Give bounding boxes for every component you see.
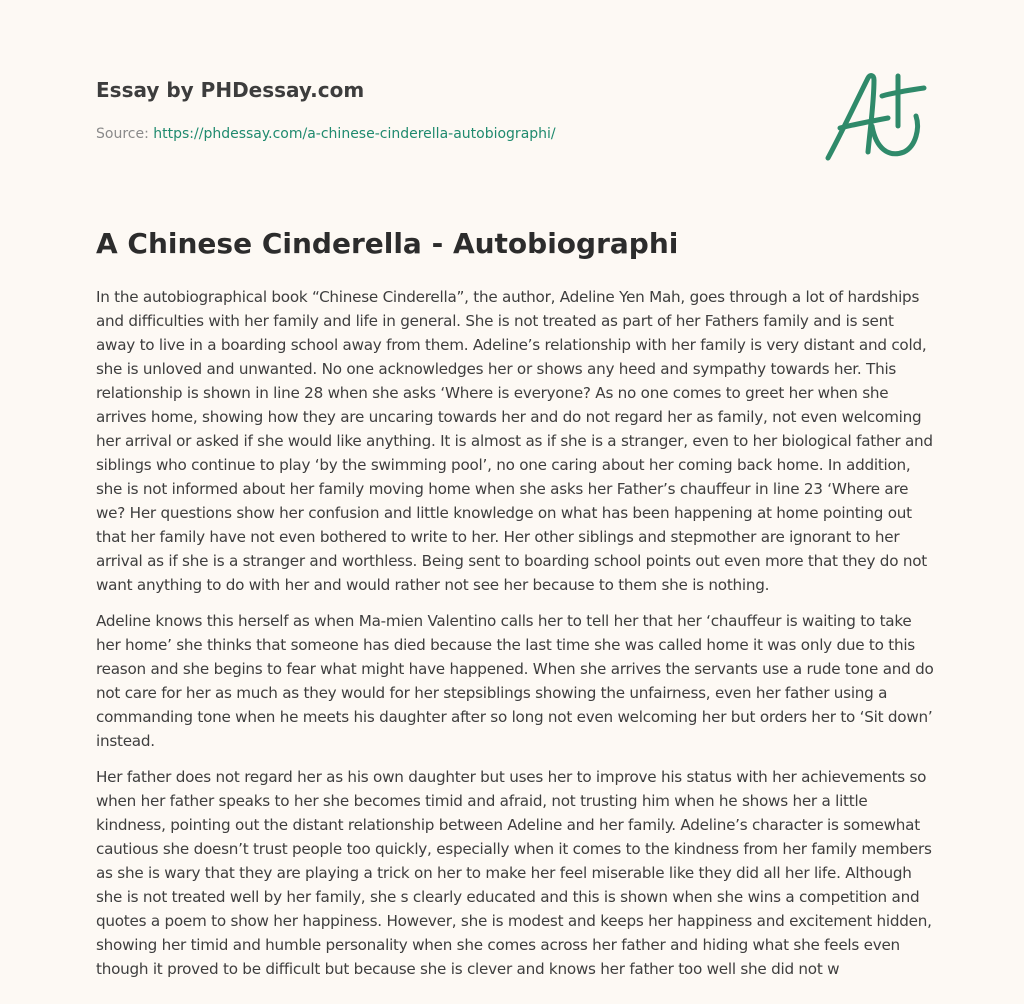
- essay-title: A Chinese Cinderella - Autobiographi: [96, 227, 679, 260]
- essay-paragraph: Her father does not regard her as his own daughter but uses her to improve his status with her achievements so when her father speaks to her she becomes timid and afraid, not trusting him when he shows her a little kindness, pointing out the distant relationship between Adeline and her family. Adeline’s character is somewhat cautious she doesn’t trust people too quickly, especially when it comes to the kindness from her family members as she is wary that they are playing a trick on her to make her feel miserable like they did all her life. Although she is not treated well by her family, she s clearly educated and this is shown when she wins a competition and quotes a poem to show her happiness. However, she is modest and keeps her happiness and excitement hidden, showing her timid and humble personality when she comes across her father and hiding what she feels even though it proved to be difficult but because she is clever and knows her father too well she did not w: [96, 768, 932, 978]
- source-line: [96, 124, 716, 144]
- essay-paragraph: Adeline knows this herself as when Ma-mien Valentino calls her to tell her that her ‘chauffeur is waiting to take her home’ she thinks that someone has died because the last time she was called home it was only due to this reason and she begins to fear what might have happened. When she arrives the servants use a rude tone and do not care for her as much as they would for her stepsiblings showing the unfairness, even her father using a commanding tone when he meets his daughter after so long not even welcoming her but orders her to ‘Sit down’ instead.: [96, 612, 934, 750]
- site-brand: Essay by PHDessay.com: [96, 78, 365, 102]
- page-header: [96, 76, 716, 144]
- source-label: Source:: [96, 126, 154, 142]
- essay-paragraph: In the autobiographical book “Chinese Cinderella”, the author, Adeline Yen Mah, goes through a lot of hardships and difficulties with her family and life in general. She is not treated as part of her Fathers family and is sent away to live in a boarding school away from them. Adeline’s relationship with her family is very distant and cold, she is unloved and unwanted. No one acknowledges her or shows any heed and sympathy towards her. This relationship is shown in line 28 when she asks ‘Where is everyone? As no one comes to greet her when she arrives home, showing how they are uncaring towards her and do not regard her as family, not even welcoming her arrival or asked if she would like anything. It is almost as if she is a stranger, even to her biological father and siblings who continue to play ‘by the swimming pool’, no one caring about her coming back home. In addition, she is not informed about her family moving home when she asks her Father’s chauffeur in line 23 ‘Where are we? Her questions show her confusion and little knowledge on what has been happening at home pointing out that her family have not even bothered to write to her. Her other siblings and stepmother are ignorant to her arrival as if she is a stranger and worthless. Being sent to boarding school points out even more that they do not want anything to do with her and would rather not see her because to them she is nothing.: [96, 288, 933, 594]
- a-plus-grade-icon: [822, 68, 930, 166]
- essay-body: [96, 285, 936, 993]
- source-link[interactable]: https://phdessay.com/a-chinese-cinderella-autobiographi/: [153, 126, 556, 142]
